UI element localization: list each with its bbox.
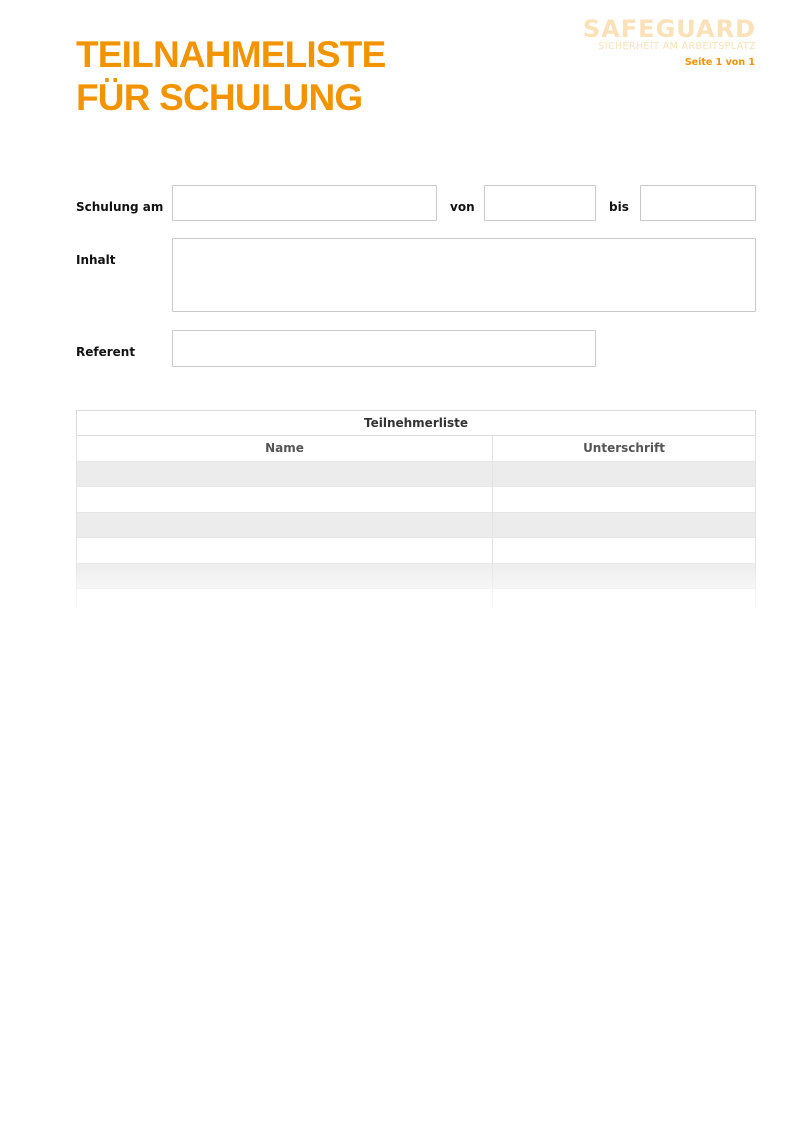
name-cell[interactable]: [76, 589, 492, 615]
schulung-am-label: Schulung am: [76, 200, 164, 214]
table-row: [76, 513, 756, 539]
signature-cell[interactable]: [492, 589, 756, 615]
bis-field[interactable]: [640, 185, 756, 221]
table-row: [76, 538, 756, 564]
schulung-am-field[interactable]: [172, 185, 437, 221]
inhalt-field[interactable]: [172, 238, 756, 312]
table-title: Teilnehmerliste: [76, 410, 756, 436]
safeguard-logo: [583, 16, 756, 52]
name-cell[interactable]: [76, 513, 492, 539]
column-header-name: Name: [76, 436, 492, 462]
von-label: von: [450, 200, 475, 214]
signature-cell[interactable]: [492, 564, 756, 590]
table-row: [76, 487, 756, 513]
table-row: [76, 564, 756, 590]
title-line-1: TEILNAHMELISTE: [76, 34, 386, 75]
title-line-2: FÜR SCHULUNG: [76, 77, 363, 118]
logo-tagline: SICHERHEIT AM ARBEITSPLATZ: [598, 41, 756, 52]
page-title: [76, 33, 385, 119]
referent-field[interactable]: [172, 330, 596, 367]
name-cell[interactable]: [76, 538, 492, 564]
signature-cell[interactable]: [492, 513, 756, 539]
signature-cell[interactable]: [492, 538, 756, 564]
name-cell[interactable]: [76, 564, 492, 590]
participant-table: [76, 410, 756, 615]
name-cell[interactable]: [76, 462, 492, 488]
bis-label: bis: [609, 200, 629, 214]
table-row: [76, 462, 756, 488]
table-row: [76, 589, 756, 615]
page-indicator: Seite 1 von 1: [684, 57, 755, 68]
name-cell[interactable]: [76, 487, 492, 513]
von-field[interactable]: [484, 185, 596, 221]
table-header-row: [76, 436, 756, 462]
inhalt-label: Inhalt: [76, 253, 116, 267]
column-header-signature: Unterschrift: [492, 436, 756, 462]
referent-label: Referent: [76, 345, 136, 359]
logo-wordmark: SAFEGUARD: [582, 15, 756, 43]
signature-cell[interactable]: [492, 487, 756, 513]
signature-cell[interactable]: [492, 462, 756, 488]
